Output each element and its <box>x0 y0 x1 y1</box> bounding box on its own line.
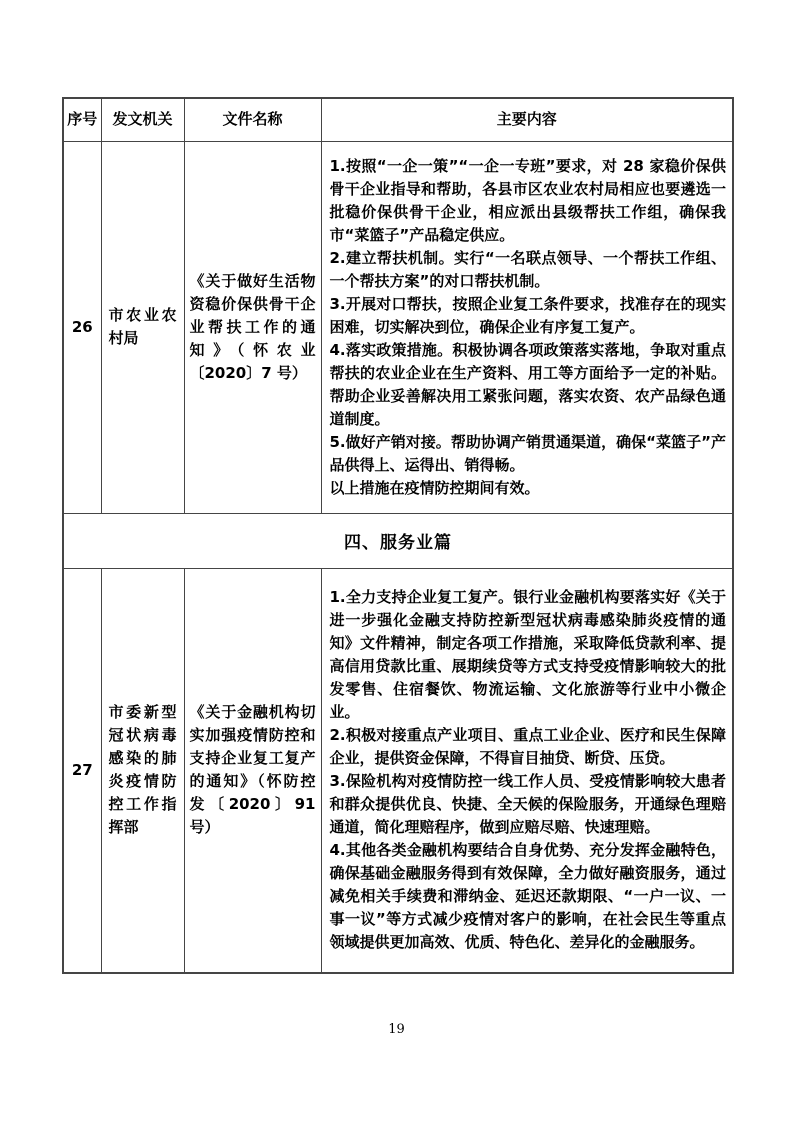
content-paragraph: 1.全力支持企业复工复产。银行业金融机构要落实好《关于进一步强化金融支持防控新型冠状病毒感染肺炎疫情的通知》文件精神，制定各项工作措施，采取降低贷款利率、提高信用贷款比重、展期续贷等方式支持受疫情影响较大的批发零售、住宿餐饮、物流运输、文化旅游等行业中小微企业。 <box>329 588 726 722</box>
main-content <box>321 568 733 973</box>
column-header-main-content: 主要内容 <box>321 98 733 141</box>
content-paragraph: 1.按照“一企一策”“一企一专班”要求，对 28 家稳价保供骨干企业指导和帮助，各县市区农业农村局相应也要遴选一批稳价保供骨干企业，相应派出县级帮扶工作组，确保我市“菜篮子”产品稳定供应。 <box>329 156 726 244</box>
content-paragraph: 3.开展对口帮扶，按照企业复工条件要求，找准存在的现实困难，切实解决到位，确保企业有序复工复产。 <box>329 294 726 336</box>
content-paragraph: 4.落实政策措施。积极协调各项政策落实落地，争取对重点帮扶的农业企业在生产资料、用工等方面给予一定的补贴。帮助企业妥善解决用工紧张问题，落实农资、农产品绿色通道制度。 <box>329 340 726 428</box>
agency-name: 市委新型冠状病毒感染的肺炎疫情防控工作指挥部 <box>101 568 184 973</box>
section-header-row <box>63 513 733 568</box>
main-content <box>321 141 733 513</box>
column-header-agency: 发文机关 <box>101 98 184 141</box>
document-table <box>62 97 734 974</box>
content-paragraph: 3.保险机构对疫情防控一线工作人员、受疫情影响较大患者和群众提供优良、快捷、全天候的保险服务，开通绿色理赔通道，简化理赔程序，做到应赔尽赔、快速理赔。 <box>329 772 726 837</box>
page-number: 19 <box>388 1022 405 1037</box>
doc-title: 《关于金融机构切实加强疫情防控和支持企业复工复产的通知》（怀防控发〔2020〕91 号） <box>184 568 321 973</box>
table-header-row <box>63 98 733 141</box>
seq-number: 26 <box>63 141 101 513</box>
column-header-seq: 序号 <box>63 98 101 141</box>
agency-name: 市农业农村局 <box>101 141 184 513</box>
doc-title: 《关于做好生活物资稳价保供骨干企业帮扶工作的通知》（怀农业〔2020〕7 号） <box>184 141 321 513</box>
table-row-27 <box>63 568 733 973</box>
content-paragraph: 2.积极对接重点产业项目、重点工业企业、医疗和民生保障企业，提供资金保障，不得盲目抽贷、断贷、压贷。 <box>329 726 726 768</box>
column-header-doc-title: 文件名称 <box>184 98 321 141</box>
content-paragraph: 4.其他各类金融机构要结合自身优势、充分发挥金融特色，确保基础金融服务得到有效保障，全力做好融资服务，通过减免相关手续费和滞纳金、延迟还款期限、“一户一议、一事一议”等方式减少疫情对客户的影响，在社会民生等重点领域提供更加高效、优质、特色化、差异化的金融服务。 <box>329 841 726 952</box>
table-row-26 <box>63 141 733 513</box>
seq-number: 27 <box>63 568 101 973</box>
content-paragraph: 2.建立帮扶机制。实行“一名联点领导、一个帮扶工作组、一个帮扶方案”的对口帮扶机制。 <box>329 248 726 290</box>
content-paragraph: 以上措施在疫情防控期间有效。 <box>329 478 540 497</box>
content-paragraph: 5.做好产销对接。帮助协调产销贯通渠道，确保“菜篮子”产品供得上、运得出、销得畅。 <box>329 432 726 474</box>
section-title: 四、服务业篇 <box>63 513 733 568</box>
